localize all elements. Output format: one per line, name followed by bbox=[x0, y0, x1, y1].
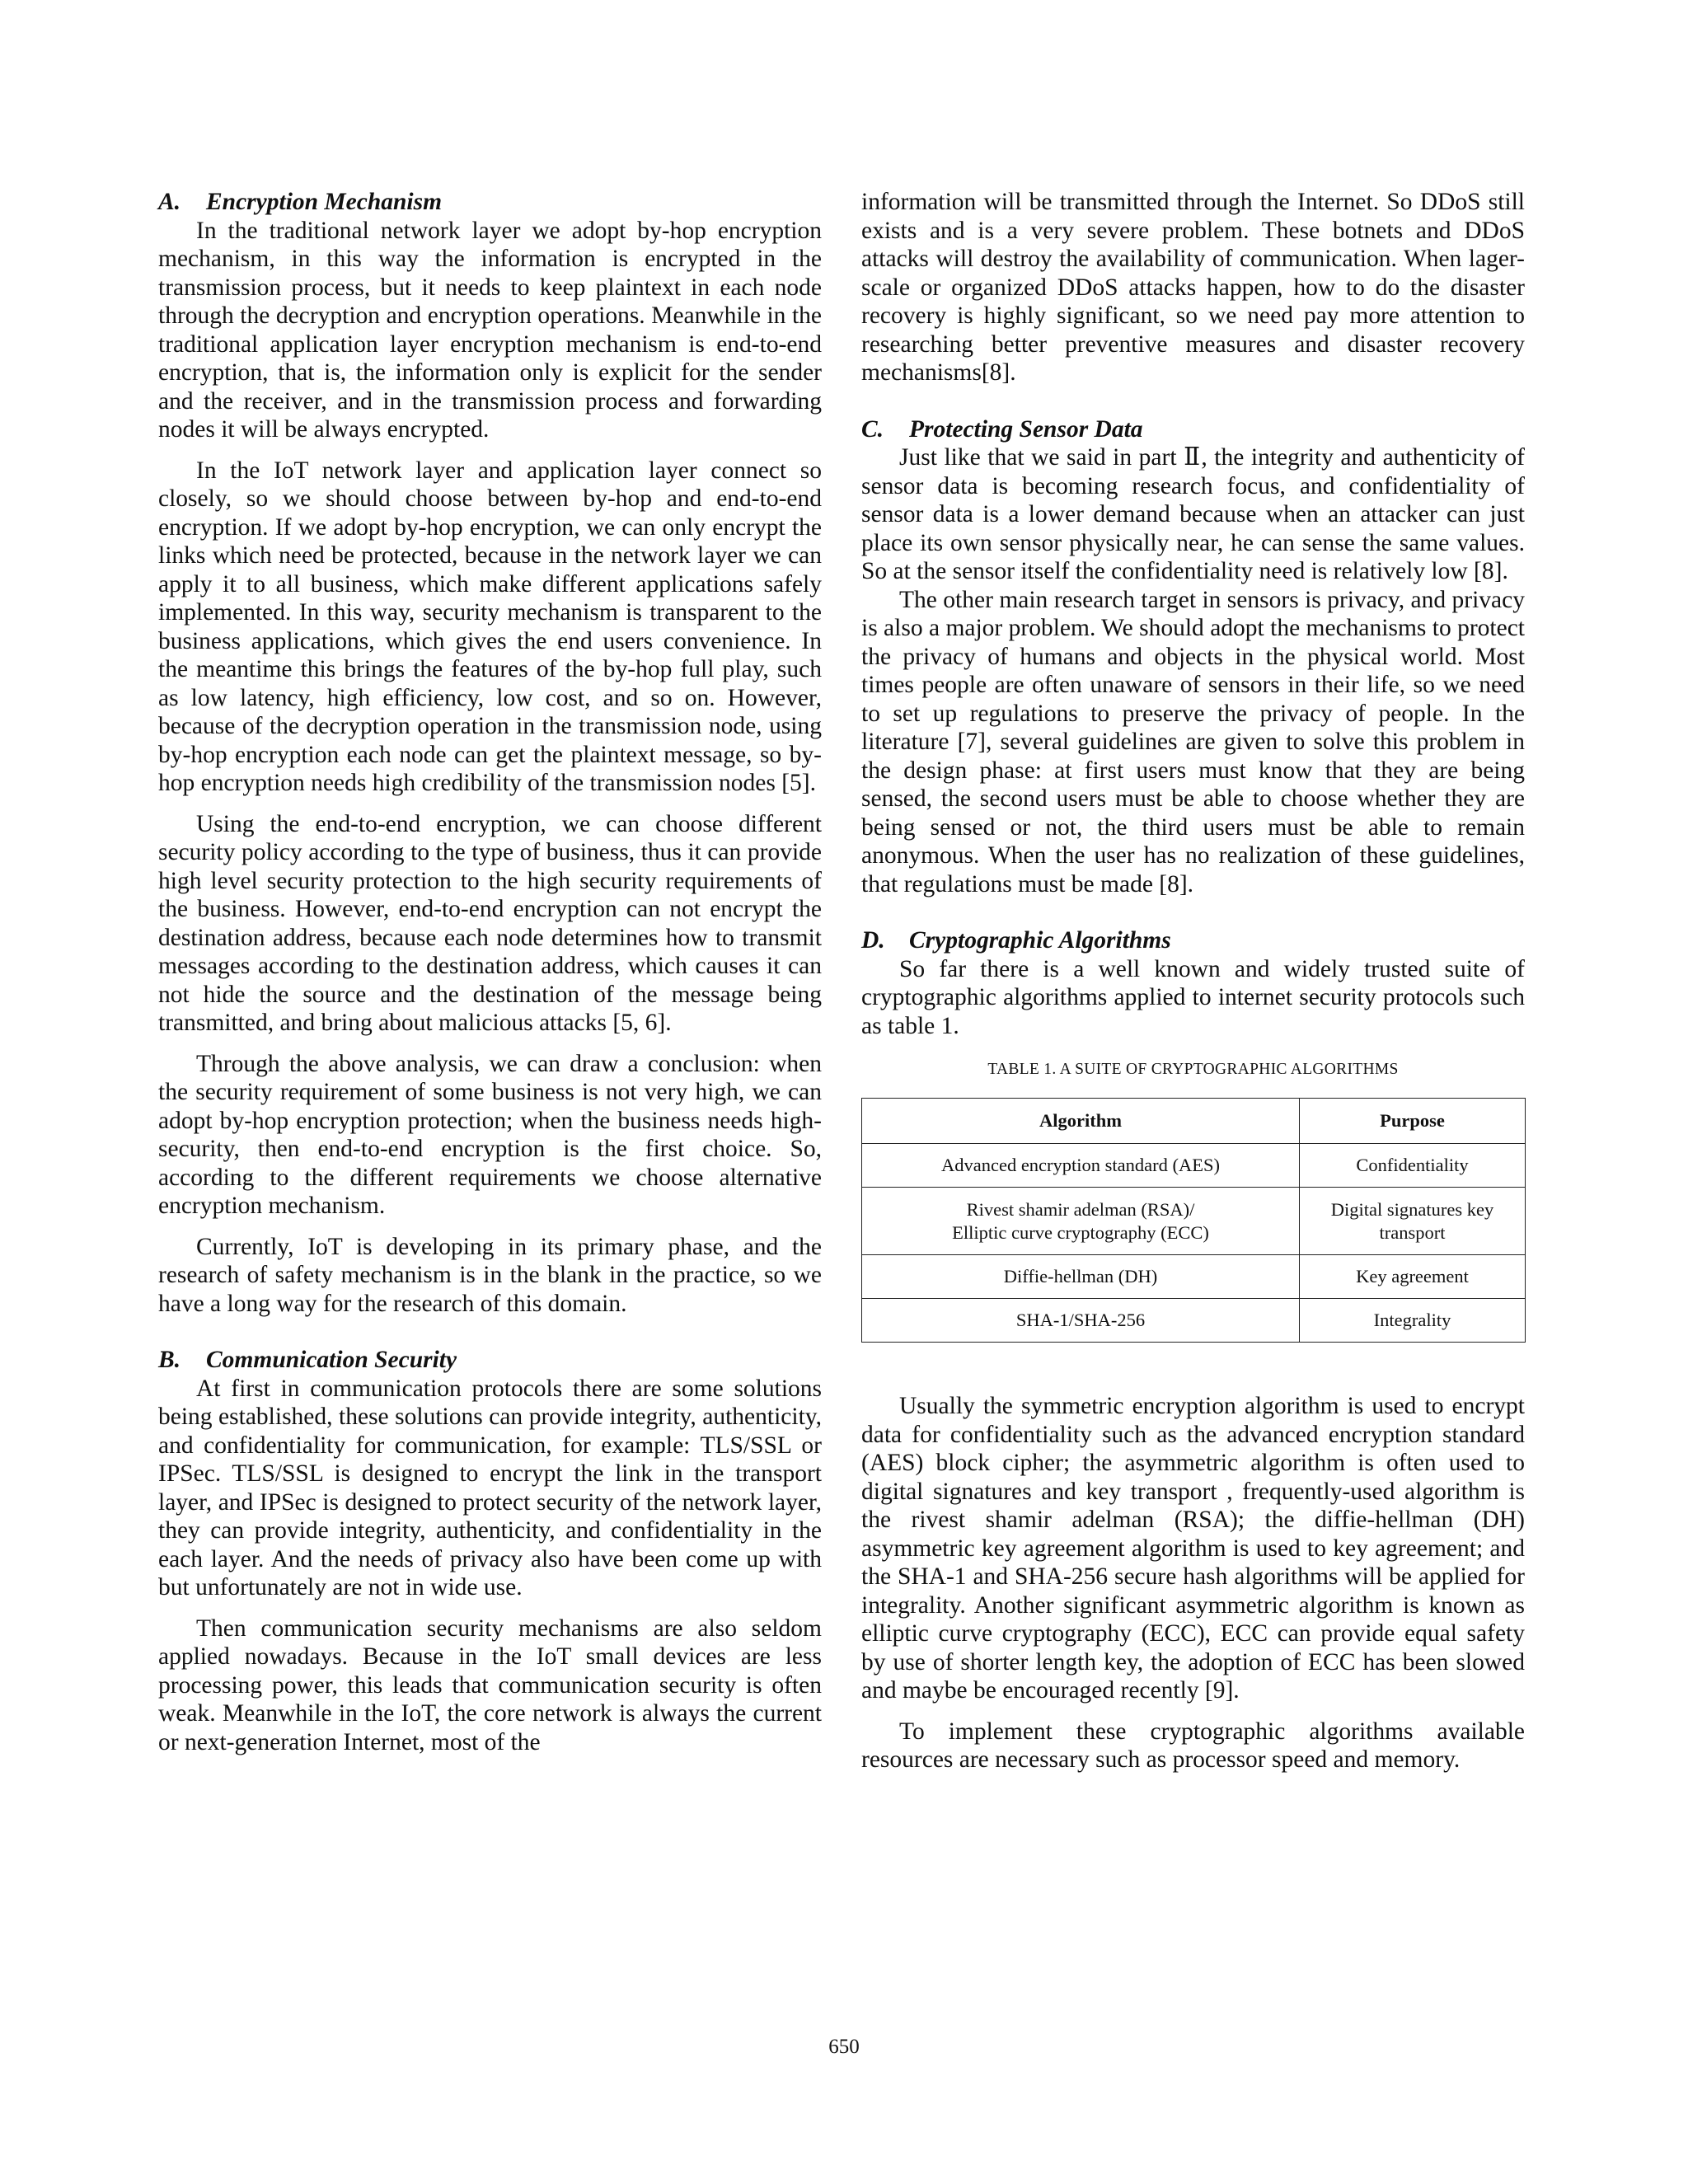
table-cell-purpose: Digital signatures key transport bbox=[1300, 1188, 1526, 1255]
section-heading-c: C. Protecting Sensor Data bbox=[861, 415, 1143, 443]
paragraph: To implement these cryptographic algorithms available resources are necessary such as processor speed and memory. bbox=[861, 1718, 1525, 1773]
table-cell-purpose: Integrality bbox=[1300, 1299, 1526, 1343]
paragraph: Usually the symmetric encryption algorithm is used to encrypt data for confidentiality such as the advanced encryption standard (AES) block cipher; the asymmetric algorithm is often used to digital signatures and key transport , frequently-used algorithm is the rivest shamir adelman (RSA); the diffie-hellman (DH) asymmetric key agreement algorithm is used to key agreement; and the SHA-1 and SHA-256 secure hash algorithms will be applied for integrality. Another significant asymmetric algorithm is known as elliptic curve cryptography (ECC), ECC can provide equal safety by use of shorter length key, the adoption of ECC has been slowed and maybe be encouraged recently [9]. bbox=[861, 1393, 1525, 1704]
paragraph: In the IoT network layer and application layer connect so closely, so we should choose between by-hop and end-to-end encryption. If we adopt by-hop encryption, we can only encrypt the links which need be protected, because in the network layer we can apply it to all business, which make different applications safely implemented. In this way, security mechanism is transparent to the business applications, which gives the end users convenience. In the meantime this brings the features of the by-hop full play, such as low latency, high efficiency, low cost, and so on. However, because of the decryption operation in the transmission node, using by-hop encryption each node can get the plaintext message, so by-hop encryption needs high credibility of the transmission nodes [5]. bbox=[158, 457, 822, 796]
paragraph: Then communication security mechanisms are also seldom applied nowadays. Because in the IoT small devices are less processing power, this leads that communication security is often weak. Meanwhile in the IoT, the core network is always the current or next-generation Internet, most of the bbox=[158, 1615, 822, 1755]
algorithms-table bbox=[861, 1098, 1526, 1343]
right-column bbox=[861, 188, 1525, 1774]
table-row bbox=[862, 1299, 1526, 1343]
table-cell-algorithm: Rivest shamir adelman (RSA)/ Elliptic curve cryptography (ECC) bbox=[862, 1188, 1300, 1255]
paragraph: Currently, IoT is developing in its primary phase, and the research of safety mechanism is in the blank in the practice, so we have a long way for the research of this domain. bbox=[158, 1233, 822, 1317]
section-heading-b: B. Communication Security bbox=[158, 1347, 457, 1373]
table-row bbox=[862, 1188, 1526, 1255]
table-row bbox=[862, 1144, 1526, 1188]
table-cell-algorithm: Diffie-hellman (DH) bbox=[862, 1255, 1300, 1299]
table-cell-algorithm: Advanced encryption standard (AES) bbox=[862, 1144, 1300, 1188]
table-cell-algorithm: SHA-1/SHA-256 bbox=[862, 1299, 1300, 1343]
paragraph: So far there is a well known and widely trusted suite of cryptographic algorithms applied to internet security protocols such as table 1. bbox=[861, 955, 1525, 1039]
table-header-purpose: Purpose bbox=[1300, 1099, 1526, 1144]
paragraph: information will be transmitted through the Internet. So DDoS still exists and is a very severe problem. These botnets and DDoS attacks will destroy the availability of communication. When lager-scale or organized DDoS attacks happen, how to do the disaster recovery is highly significant, so we need pay more attention to researching better preventive measures and disaster recovery mechanisms[8]. bbox=[861, 189, 1525, 386]
table-row bbox=[862, 1255, 1526, 1299]
paragraph: Through the above analysis, we can draw a conclusion: when the security requirement of some business is not very high, we can adopt by-hop encryption protection; when the business needs high-security, then end-to-end encryption is the first choice. So, according to the different requirements we choose alternative encryption mechanism. bbox=[158, 1050, 822, 1219]
section-heading-d: D. Cryptographic Algorithms bbox=[861, 927, 1171, 954]
left-column bbox=[158, 188, 822, 1756]
page-number: 650 bbox=[828, 2036, 860, 2058]
table-caption: TABLE 1. A SUITE OF CRYPTOGRAPHIC ALGORITHMS bbox=[987, 1061, 1399, 1078]
paragraph: Just like that we said in part Ⅱ, the integrity and authenticity of sensor data is becoming research focus, and confidentiality of sensor data is a lower demand because when an attacker can just place its own sensor physically near, he can sense the same values. So at the sensor itself the confidentiality need is relatively low [8]. bbox=[861, 444, 1525, 584]
table-header-algorithm: Algorithm bbox=[862, 1099, 1300, 1144]
paragraph: In the traditional network layer we adopt by-hop encryption mechanism, in this way the information is encrypted in the transmission process, but it needs to keep plaintext in each node through the decryption and encryption operations. Meanwhile in the traditional application layer encryption mechanism is end-to-end encryption, that is, the information only is explicit for the sender and the receiver, and in the transmission process and forwarding nodes it will be always encrypted. bbox=[158, 217, 822, 443]
paragraph: At first in communication protocols there are some solutions being established, these solutions can provide integrity, authenticity, and confidentiality for communication, for example: TLS/SSL or IPSec. TLS/SSL is designed to encrypt the link in the transport layer, and IPSec is designed to protect security of the network layer, they can provide integrity, authenticity, and confidentiality in the each layer. And the needs of privacy also have been come up with but unfortunately are not in wide use. bbox=[158, 1375, 822, 1601]
table-cell-purpose: Key agreement bbox=[1300, 1255, 1526, 1299]
paragraph: The other main research target in sensors is privacy, and privacy is also a major problem. We should adopt the mechanisms to protect the privacy of humans and objects in the physical world. Most times people are often unaware of sensors in their life, so we need to set up regulations to preserve the privacy of people. In the literature [7], several guidelines are given to solve this problem in the design phase: at first users must know that they are being sensed, the second users must be able to choose whether they are being sensed or not, the third users must be able to remain anonymous. When the user has no realization of these guidelines, that regulations must be made [8]. bbox=[861, 586, 1525, 898]
table-header-row bbox=[862, 1099, 1526, 1144]
table-cell-purpose: Confidentiality bbox=[1300, 1144, 1526, 1188]
paragraph: Using the end-to-end encryption, we can choose different security policy according to the type of business, thus it can provide high level security protection to the high security requirements of the business. However, end-to-end encryption can not encrypt the destination address, because each node determines how to transmit messages according to the destination address, which causes it can not hide the source and the destination of the message being transmitted, and bring about malicious attacks [5, 6]. bbox=[158, 810, 822, 1036]
section-heading-a: A. Encryption Mechanism bbox=[158, 189, 443, 215]
